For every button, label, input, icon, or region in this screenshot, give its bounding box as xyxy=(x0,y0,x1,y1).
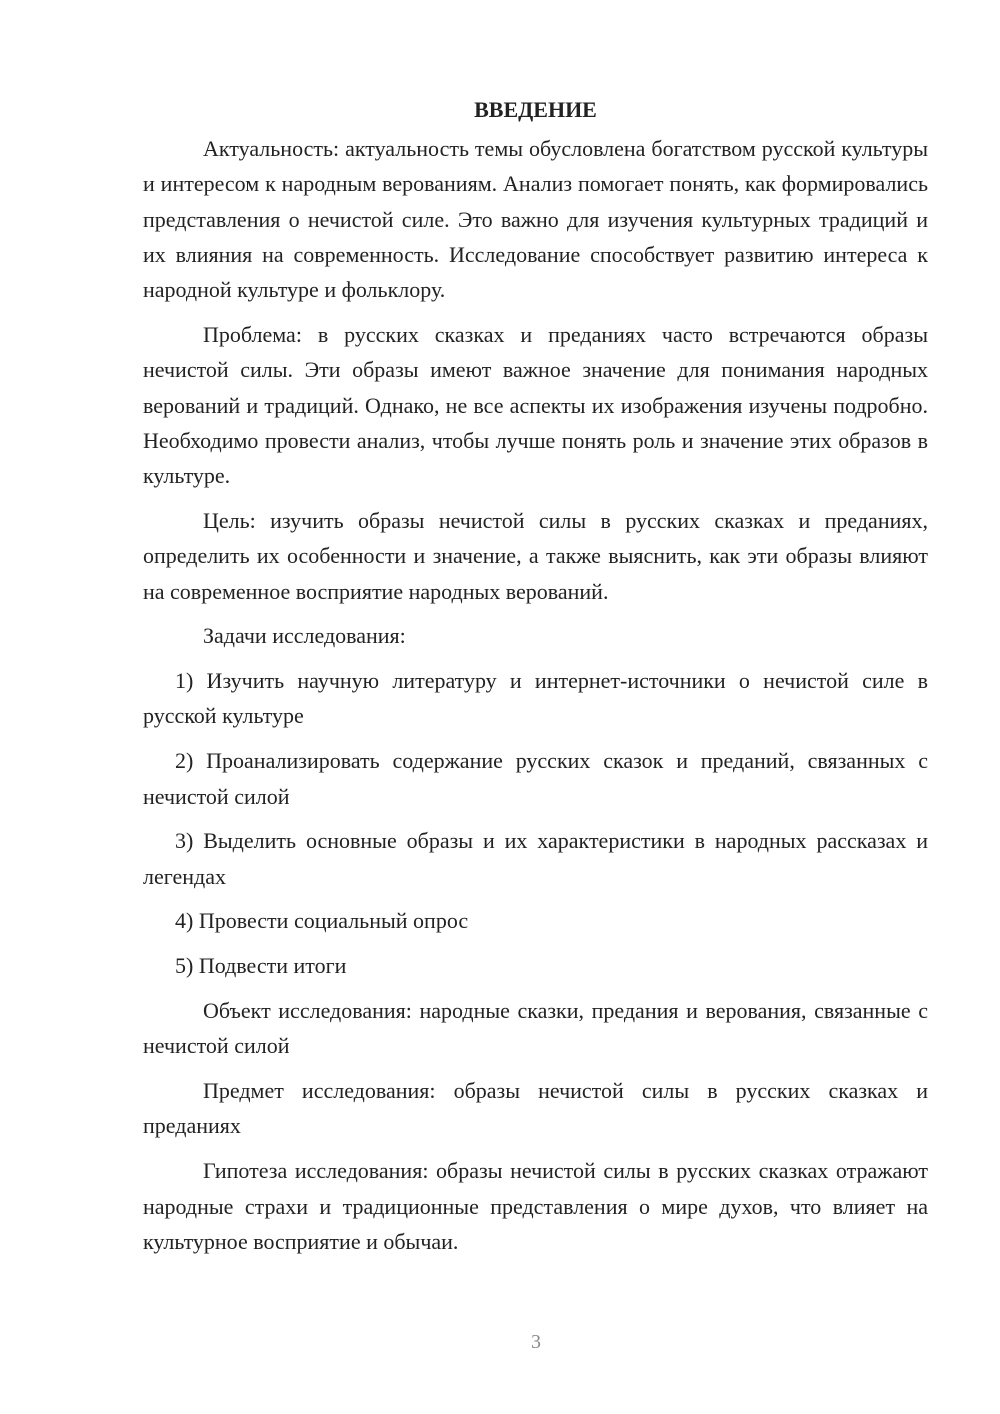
problem-paragraph: Проблема: в русских сказках и преданиях часто встречаются образы нечистой силы. Эти образы имеют важное значение для понимания народных верований и традиций. Однако, не все аспекты их изображения изучены подробно. Необходимо провести анализ, чтобы лучше понять роль и значение этих образов в культуре. xyxy=(143,321,928,489)
task-item: 3) Выделить основные образы и их характеристики в народных рассказах и легендах xyxy=(143,828,928,889)
goal-paragraph: Цель: изучить образы нечистой силы в русских сказках и преданиях, определить их особенности и значение, а также выяснить, как эти образы влияют на современное восприятие народных верований. xyxy=(143,507,928,604)
task-item: 4) Провести социальный опрос xyxy=(175,908,469,934)
tasks-heading: Задачи исследования: xyxy=(203,623,406,649)
task-item: 2) Проанализировать содержание русских сказок и преданий, связанных с нечистой силой xyxy=(143,748,928,809)
page-content xyxy=(143,92,928,1269)
object-paragraph: Объект исследования: народные сказки, предания и верования, связанные с нечистой силой xyxy=(143,998,928,1059)
section-title: ВВЕДЕНИЕ xyxy=(474,97,597,122)
subject-paragraph: Предмет исследования: образы нечистой силы в русских сказках и преданиях xyxy=(143,1078,928,1139)
relevance-paragraph: Актуальность: актуальность темы обусловлена богатством русской культуры и интересом к народным верованиям. Анализ помогает понять, как формировались представления о нечистой силе. Это важно для изучения культурных традиций и их влияния на современность. Исследование способствует развитию интереса к народной культуре и фольклору. xyxy=(143,136,928,303)
page-number: 3 xyxy=(531,1331,541,1353)
task-item: 5) Подвести итоги xyxy=(175,953,347,979)
hypothesis-paragraph: Гипотеза исследования: образы нечистой силы в русских сказках отражают народные страхи и традиционные представления о мире духов, что влияет на культурное восприятие и обычаи. xyxy=(143,1158,928,1254)
task-item: 1) Изучить научную литературу и интернет-источники о нечистой силе в русской культуре xyxy=(143,668,928,729)
